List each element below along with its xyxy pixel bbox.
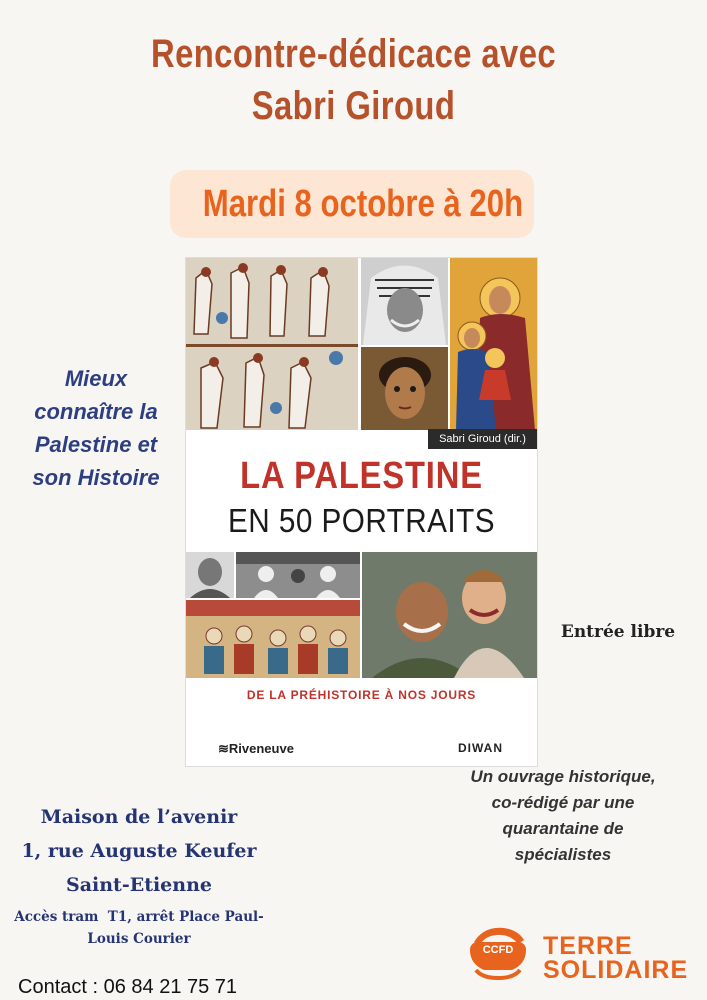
portrait-bw-illustration [361,258,448,345]
book-title-line1: LA PALESTINE [240,455,483,497]
portrait-painted-illustration [361,347,448,430]
contact-phone: Contact : 06 84 21 75 71 [18,976,238,998]
event-title [64,28,644,132]
logo-ccfd-text: CCFD [482,944,514,956]
venue-access-line1: Accès tram T1, arrêt Place Paul- [14,909,264,925]
book-description [440,764,686,868]
tagline-line: connaître la [34,399,158,424]
portrait-painted [361,347,448,430]
miniature-illustration [186,600,360,678]
miniature-painting [186,600,360,678]
description-line: Un ouvrage historique, [470,767,656,786]
book-subtitle: DE LA PRÉHISTOIRE À NOS JOURS [246,688,477,702]
venue-access-line2: Louis Courier [87,931,191,947]
event-title-line1: Rencontre-dédicace avec [150,32,557,76]
venue-street: 1, rue Auguste Keufer [21,840,257,862]
logo-solidaire-text: SOLIDAIRE [543,956,689,984]
portrait-bw [361,258,448,345]
tagline-line: Mieux [64,366,128,391]
event-date: Mardi 8 octobre à 20h [202,183,524,225]
book-author-credit: Sabri Giroud (dir.) [428,429,537,449]
photo-group-bw [236,552,360,598]
book-title-line2: EN 50 PORTRAITS [228,502,495,539]
book-publisher-riveneuve: ≋Riveneuve [218,741,294,756]
icon-painting [450,258,537,430]
description-line: co-rédigé par une [491,793,635,812]
portrait-man-illustration [186,552,234,598]
description-line: quarantaine de [502,819,624,838]
fresco-illustration [186,258,358,430]
book-cover [186,258,537,766]
tagline-line: son Histoire [32,465,160,490]
entry-info: Entrée libre [560,622,676,642]
description-line: spécialistes [514,845,612,864]
photo-father-child [362,552,537,678]
photo-father-child-illustration [362,552,537,678]
event-title-line2: Sabri Giroud [251,84,456,128]
photo-group-illustration [236,552,360,598]
book-publisher-diwan: DIWAN [458,741,503,755]
fresco-image [186,258,358,430]
venue-address [6,800,272,950]
icon-painting-illustration [450,258,537,430]
logo-terre-text: TERRE [543,932,633,960]
tagline-line: Palestine et [34,432,158,457]
venue-access [6,906,272,950]
venue-city: Saint-Etienne [65,874,212,896]
portrait-man-bw [186,552,234,598]
venue-name: Maison de l’avenir [40,806,238,828]
left-tagline [8,362,184,494]
